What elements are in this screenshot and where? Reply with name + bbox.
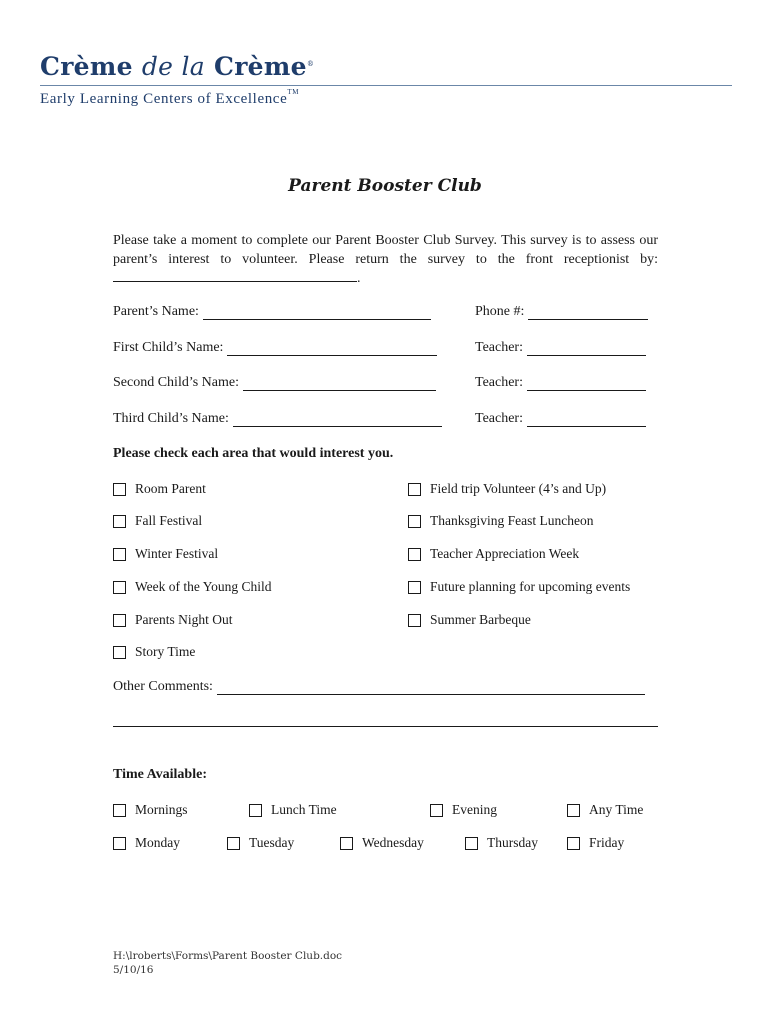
checkbox-label: Field trip Volunteer (4’s and Up) — [430, 481, 607, 496]
logo-name-part2: Crème — [205, 52, 307, 81]
parent-name-field — [113, 304, 431, 320]
checkbox-lunch-time[interactable] — [249, 802, 337, 818]
checkbox-story-time[interactable] — [113, 644, 195, 660]
checkbox-box[interactable] — [408, 515, 421, 528]
teacher-field-1 — [475, 340, 646, 356]
checkbox-box[interactable] — [567, 837, 580, 850]
checkbox-box[interactable] — [430, 804, 443, 817]
trademark-mark: TM — [287, 88, 300, 96]
footer — [113, 949, 342, 977]
phone-input[interactable] — [528, 305, 648, 320]
third-child-field — [113, 411, 442, 427]
parent-name-label: Parent’s Name: — [113, 304, 199, 319]
checkbox-winter-festival[interactable] — [113, 546, 218, 562]
first-child-label: First Child’s Name: — [113, 340, 224, 355]
teacher-label-2: Teacher: — [475, 375, 523, 390]
intro-end: . — [357, 271, 361, 286]
checkbox-summer-barbeque[interactable] — [408, 612, 531, 628]
checkbox-box[interactable] — [408, 548, 421, 561]
checkbox-wednesday[interactable] — [340, 835, 424, 851]
teacher-input-1[interactable] — [527, 341, 646, 356]
checkbox-label: Winter Festival — [135, 546, 219, 561]
logo-name-part1: Crème — [40, 52, 142, 81]
revision-date: 5/10/16 — [113, 964, 154, 976]
checkbox-week-of-young-child[interactable] — [113, 579, 272, 595]
checkbox-parents-night-out[interactable] — [113, 612, 233, 628]
second-child-input[interactable] — [243, 376, 436, 391]
checkbox-label: Wednesday — [362, 835, 424, 850]
file-path: H:\lroberts\Forms\Parent Booster Club.doc — [113, 950, 343, 962]
checkbox-label: Fall Festival — [135, 513, 203, 528]
checkbox-box[interactable] — [408, 614, 421, 627]
checkbox-teacher-appreciation[interactable] — [408, 546, 579, 562]
checkbox-label: Teacher Appreciation Week — [430, 546, 580, 561]
teacher-field-2 — [475, 375, 646, 391]
phone-field — [475, 304, 648, 320]
checkbox-field-trip[interactable] — [408, 481, 606, 497]
comments-input-line-2[interactable] — [113, 726, 658, 727]
checkbox-label: Mornings — [135, 802, 188, 817]
checkbox-label: Friday — [589, 835, 625, 850]
teacher-label-3: Teacher: — [475, 411, 523, 426]
checkbox-box[interactable] — [113, 581, 126, 594]
checkbox-label: Any Time — [589, 802, 644, 817]
logo-tagline-text: Early Learning Centers of Excellence — [40, 91, 288, 107]
logo-tagline — [40, 88, 299, 108]
checkbox-label: Lunch Time — [271, 802, 337, 817]
first-child-field — [113, 340, 437, 356]
logo-name-italic: de la — [141, 52, 205, 81]
checkbox-box[interactable] — [567, 804, 580, 817]
checkbox-evening[interactable] — [430, 802, 497, 818]
registered-mark: ® — [306, 60, 315, 68]
checkbox-box[interactable] — [465, 837, 478, 850]
checkbox-label: Room Parent — [135, 481, 206, 496]
checkbox-box[interactable] — [113, 614, 126, 627]
checkbox-label: Tuesday — [249, 835, 295, 850]
checkbox-thanksgiving-feast[interactable] — [408, 513, 593, 529]
logo-name — [40, 52, 314, 81]
checkbox-future-planning[interactable] — [408, 579, 630, 595]
form-title: Parent Booster Club — [288, 176, 482, 196]
second-child-field — [113, 375, 436, 391]
checkbox-box[interactable] — [227, 837, 240, 850]
third-child-input[interactable] — [233, 412, 442, 427]
checkbox-box[interactable] — [408, 581, 421, 594]
checkbox-mornings[interactable] — [113, 802, 188, 818]
third-child-label: Third Child’s Name: — [113, 411, 229, 426]
checkbox-box[interactable] — [113, 646, 126, 659]
interests-heading: Please check each area that would interest you. — [113, 446, 394, 461]
checkbox-box[interactable] — [113, 804, 126, 817]
checkbox-any-time[interactable] — [567, 802, 643, 818]
checkbox-thursday[interactable] — [465, 835, 538, 851]
checkbox-friday[interactable] — [567, 835, 624, 851]
checkbox-box[interactable] — [340, 837, 353, 850]
return-date-field[interactable] — [113, 269, 357, 282]
comments-label: Other Comments: — [113, 679, 213, 694]
checkbox-label: Thursday — [487, 835, 538, 850]
phone-label: Phone #: — [475, 304, 525, 319]
checkbox-label: Thanksgiving Feast Luncheon — [430, 513, 594, 528]
parent-name-input[interactable] — [203, 305, 431, 320]
teacher-label-1: Teacher: — [475, 340, 523, 355]
intro-paragraph — [113, 232, 658, 289]
first-child-input[interactable] — [227, 341, 437, 356]
checkbox-box[interactable] — [113, 483, 126, 496]
checkbox-box[interactable] — [113, 548, 126, 561]
checkbox-label: Future planning for upcoming events — [430, 579, 631, 594]
checkbox-label: Parents Night Out — [135, 612, 233, 627]
logo-divider — [40, 85, 732, 86]
teacher-input-2[interactable] — [527, 376, 646, 391]
intro-text: Please take a moment to complete our Parent Booster Club Survey. This survey is to assess our parent’s interest to volunteer. Please return the survey to the front receptionist by: — [113, 233, 658, 267]
checkbox-fall-festival[interactable] — [113, 513, 202, 529]
checkbox-room-parent[interactable] — [113, 481, 206, 497]
checkbox-label: Evening — [452, 802, 497, 817]
second-child-label: Second Child’s Name: — [113, 375, 239, 390]
checkbox-label: Story Time — [135, 644, 196, 659]
checkbox-box[interactable] — [113, 515, 126, 528]
checkbox-tuesday[interactable] — [227, 835, 294, 851]
time-heading: Time Available: — [113, 767, 207, 782]
comments-input[interactable] — [217, 680, 645, 695]
teacher-field-3 — [475, 411, 646, 427]
checkbox-monday[interactable] — [113, 835, 180, 851]
checkbox-label: Monday — [135, 835, 180, 850]
teacher-input-3[interactable] — [527, 412, 646, 427]
checkbox-box[interactable] — [113, 837, 126, 850]
checkbox-box[interactable] — [249, 804, 262, 817]
comments-field — [113, 679, 645, 695]
checkbox-box[interactable] — [408, 483, 421, 496]
checkbox-label: Summer Barbeque — [430, 612, 531, 627]
checkbox-label: Week of the Young Child — [135, 579, 272, 594]
